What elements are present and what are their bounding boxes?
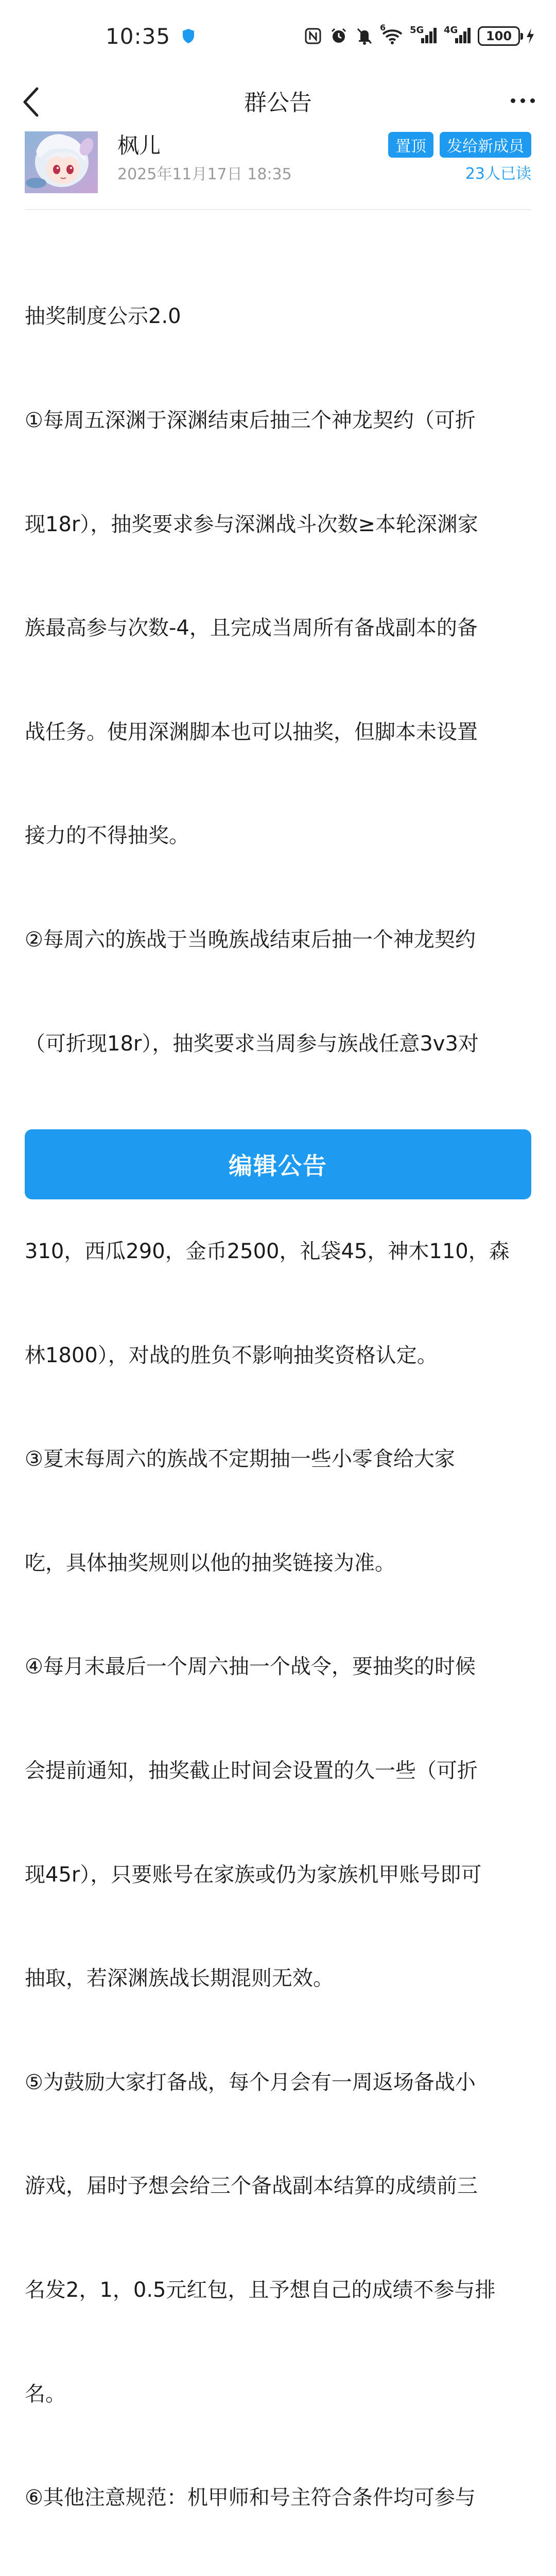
content-line: （可折现18r），抽奖要求当周参与族战任意3v3对	[25, 1031, 479, 1056]
content-line: 会提前通知，抽奖截止时间会设置的久一些（可折	[25, 1758, 478, 1783]
nav-bar	[0, 72, 556, 129]
content-line: ④每月末最后一个周六抽一个战令，要抽奖的时候	[25, 1655, 476, 1679]
mute-bell-icon	[354, 26, 375, 46]
send-new-member-badge: 发给新成员	[440, 132, 531, 158]
signal-4g-label: 4G	[444, 25, 458, 36]
more-options-button[interactable]	[505, 90, 541, 111]
status-right	[303, 23, 535, 46]
content-line: ③夏末每周六的族战不定期抽一些小零食给大家	[25, 1447, 455, 1471]
charging-icon	[525, 26, 535, 46]
signal-4g-icon	[444, 26, 473, 46]
wifi-icon	[380, 23, 405, 46]
shield-icon	[182, 28, 195, 44]
content-line: 名发2，1，0.5元红包，且予想自己的成绩不参与排	[25, 2278, 496, 2302]
content-line: 现18r），抽奖要求参与深渊战斗次数≥本轮深渊家	[25, 512, 478, 536]
content-line: ⑥其他注意规范：机甲师和号主符合条件均可参与	[25, 2486, 476, 2510]
read-count-link[interactable]: 23人已读	[465, 165, 531, 183]
announcement-content	[25, 230, 534, 2576]
more-dot-icon	[511, 98, 515, 103]
content-line: 抽取，若深渊族战长期混则无效。	[25, 1967, 334, 1991]
avatar-image	[25, 131, 98, 193]
edit-announcement-button[interactable]: 编辑公告	[25, 1129, 531, 1199]
more-dot-icon	[530, 98, 535, 103]
post-time: 2025年11月17日 18:35	[117, 165, 292, 183]
wifi-label: 6	[380, 23, 386, 32]
pinned-badge: 置顶	[388, 132, 433, 158]
content-line: 接力的不得抽奖。	[25, 824, 189, 848]
content-line: 游戏，届时予想会给三个备战副本结算的成绩前三	[25, 2174, 478, 2198]
content-line: ②每周六的族战于当晚族战结束后抽一个神龙契约	[25, 928, 476, 952]
chevron-left-icon	[22, 87, 40, 117]
content-line: 战任务。使用深渊脚本也可以抽奖，但脚本未设置	[25, 720, 478, 744]
back-button[interactable]	[15, 87, 46, 117]
status-left	[106, 24, 195, 49]
alarm-icon	[328, 26, 349, 46]
tag-group	[388, 132, 531, 158]
content-line: 吃，具体抽奖规则以他的抽奖链接为准。	[25, 1551, 395, 1575]
more-dot-icon	[520, 98, 525, 103]
signal-5g-icon	[410, 26, 439, 46]
content-line: 现45r），只要账号在家族或仍为家族机甲账号即可	[25, 1862, 482, 1887]
author-row	[25, 129, 531, 206]
status-time: 10:35	[106, 23, 171, 49]
content-line: 310，西瓜290，金币2500，礼袋45，神木110，森	[25, 1239, 510, 1263]
nfc-icon	[303, 26, 323, 46]
battery-indicator: 100	[478, 26, 520, 46]
divider	[25, 209, 531, 210]
author-name[interactable]: 枫儿	[117, 133, 161, 158]
status-bar	[0, 0, 556, 72]
content-line: 名。	[25, 2382, 66, 2406]
content-line: 抽奖制度公示2.0	[25, 304, 181, 329]
signal-5g-label: 5G	[410, 25, 424, 36]
content-line: ⑤为鼓励大家打备战，每个月会有一周返场备战小	[25, 2070, 476, 2094]
content-line: 族最高参与次数-4，且完成当周所有备战副本的备	[25, 616, 478, 640]
avatar[interactable]	[25, 131, 98, 193]
content-line: ①每周五深渊于深渊结束后抽三个神龙契约（可折	[25, 409, 476, 433]
page-title: 群公告	[244, 90, 312, 116]
content-line: 林1800），对战的胜负不影响抽奖资格认定。	[25, 1343, 438, 1367]
